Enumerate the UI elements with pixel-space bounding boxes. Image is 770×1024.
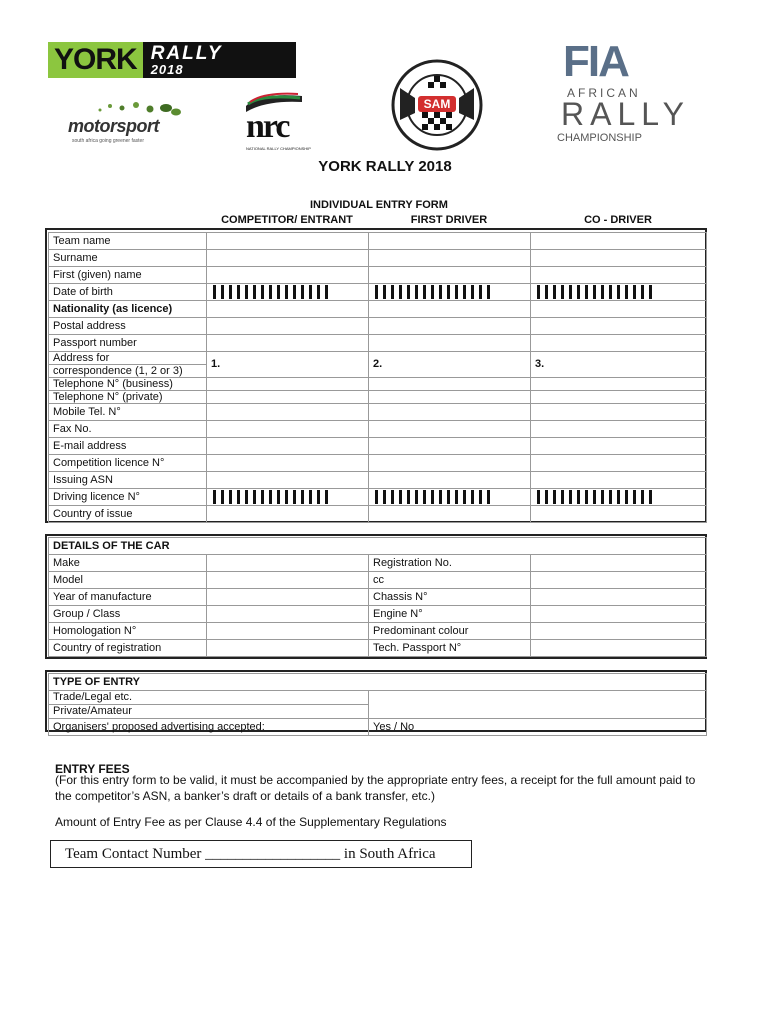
york-logo-word: YORK xyxy=(48,42,143,78)
car-field-label: Make xyxy=(49,555,207,572)
personal-details-table xyxy=(48,232,707,523)
character-box-tick xyxy=(285,285,288,299)
entry-type-label: Trade/Legal etc. xyxy=(49,691,369,705)
character-box-tick xyxy=(375,490,378,504)
co-driver-field[interactable] xyxy=(531,506,707,523)
character-box-tick xyxy=(463,490,466,504)
column-header-co-driver: CO - DRIVER xyxy=(584,214,652,226)
character-box-tick xyxy=(471,490,474,504)
first-driver-field[interactable] xyxy=(369,455,531,472)
character-box-tick xyxy=(293,490,296,504)
first-driver-field[interactable] xyxy=(369,489,531,506)
character-box-tick xyxy=(391,285,394,299)
car-field-label: Country of registration xyxy=(49,640,207,657)
car-details-table xyxy=(48,537,707,657)
advertising-label: Organisers' proposed advertising accepted: xyxy=(49,719,369,736)
co-driver-field[interactable] xyxy=(531,318,707,335)
competitor-field[interactable] xyxy=(207,378,369,391)
form-row-label: Surname xyxy=(49,250,207,267)
sam-logo-word: SAM xyxy=(423,97,451,111)
character-box-tick xyxy=(569,490,572,504)
co-driver-field[interactable] xyxy=(531,233,707,250)
character-box-tick xyxy=(553,285,556,299)
car-field-label: Tech. Passport N° xyxy=(369,640,531,657)
character-box-tick xyxy=(277,285,280,299)
character-box-tick xyxy=(261,490,264,504)
character-box-tick xyxy=(585,285,588,299)
character-box-tick xyxy=(325,285,328,299)
car-field-value[interactable] xyxy=(207,572,369,589)
car-field-value[interactable] xyxy=(207,555,369,572)
co-driver-field[interactable] xyxy=(531,301,707,318)
character-box-tick xyxy=(383,490,386,504)
fia-logo-championship: CHAMPIONSHIP xyxy=(557,132,642,144)
first-driver-field[interactable] xyxy=(369,301,531,318)
first-driver-field[interactable] xyxy=(369,335,531,352)
character-box-tick xyxy=(593,285,596,299)
co-driver-field[interactable] xyxy=(531,391,707,404)
form-row-label: Competition licence N° xyxy=(49,455,207,472)
co-driver-field[interactable] xyxy=(531,378,707,391)
fia-logo-word: FIA xyxy=(563,37,628,86)
entry-type-value-field[interactable] xyxy=(369,691,707,719)
character-box-tick xyxy=(545,285,548,299)
character-box-tick xyxy=(585,490,588,504)
competitor-field[interactable] xyxy=(207,233,369,250)
character-box-tick xyxy=(221,490,224,504)
nrc-logo-tagline: NATIONAL RALLY CHAMPIONSHIP xyxy=(246,146,311,151)
form-row-label: First (given) name xyxy=(49,267,207,284)
character-box-tick xyxy=(577,285,580,299)
character-box-tick xyxy=(253,490,256,504)
form-row-label: Nationality (as licence) xyxy=(49,301,207,318)
character-boxes[interactable] xyxy=(373,489,526,505)
rally-logo-year: 2018 xyxy=(150,62,184,77)
form-row-label: Fax No. xyxy=(49,421,207,438)
competitor-field[interactable] xyxy=(207,421,369,438)
character-box-tick xyxy=(577,490,580,504)
co-driver-field[interactable] xyxy=(531,267,707,284)
character-box-tick xyxy=(407,285,410,299)
page-title: YORK RALLY 2018 xyxy=(318,158,452,175)
character-box-tick xyxy=(293,285,296,299)
co-driver-field[interactable] xyxy=(531,250,707,267)
character-box-tick xyxy=(423,285,426,299)
first-driver-field[interactable] xyxy=(369,391,531,404)
competitor-field[interactable] xyxy=(207,489,369,506)
first-driver-field[interactable] xyxy=(369,250,531,267)
character-box-tick xyxy=(301,285,304,299)
form-row-label: Passport number xyxy=(49,335,207,352)
column-header-competitor: COMPETITOR/ ENTRANT xyxy=(221,214,353,226)
character-box-tick xyxy=(245,490,248,504)
character-box-tick xyxy=(415,285,418,299)
character-box-tick xyxy=(431,285,434,299)
character-box-tick xyxy=(391,490,394,504)
car-field-label: Chassis N° xyxy=(369,589,531,606)
car-field-label: Registration No. xyxy=(369,555,531,572)
competitor-field[interactable] xyxy=(207,318,369,335)
entry-fees-text: (For this entry form to be valid, it must be accompanied by the appropriate entry fees, a receipt for the full amount paid to the competitor’s ASN, a banker’s draft or details of a bank transfer, etc.) xyxy=(55,773,696,803)
character-box-tick xyxy=(561,285,564,299)
column-header-first-driver: FIRST DRIVER xyxy=(410,214,488,226)
character-box-tick xyxy=(253,285,256,299)
form-row-label: Mobile Tel. N° xyxy=(49,404,207,421)
entry-type-header: TYPE OF ENTRY xyxy=(49,674,707,691)
character-box-tick xyxy=(569,285,572,299)
competitor-field[interactable] xyxy=(207,391,369,404)
character-boxes[interactable] xyxy=(535,489,702,505)
character-boxes[interactable] xyxy=(373,284,526,300)
character-box-tick xyxy=(561,490,564,504)
character-boxes[interactable] xyxy=(211,489,364,505)
character-box-tick xyxy=(277,490,280,504)
competitor-field[interactable] xyxy=(207,404,369,421)
character-box-tick xyxy=(617,285,620,299)
fia-logo-african: AFRICAN xyxy=(567,86,641,100)
character-box-tick xyxy=(301,490,304,504)
first-driver-field[interactable] xyxy=(369,506,531,523)
character-box-tick xyxy=(641,285,644,299)
competitor-field[interactable] xyxy=(207,335,369,352)
first-driver-field[interactable] xyxy=(369,284,531,301)
form-row-label: Driving licence N° xyxy=(49,489,207,506)
character-box-tick xyxy=(325,490,328,504)
car-field-value[interactable] xyxy=(207,589,369,606)
nrc-logo-word: nrc xyxy=(246,108,289,145)
co-driver-field[interactable] xyxy=(531,421,707,438)
car-field-label: Predominant colour xyxy=(369,623,531,640)
nrc-logo xyxy=(240,92,310,154)
car-field-value[interactable] xyxy=(207,606,369,623)
character-box-tick xyxy=(633,490,636,504)
character-box-tick xyxy=(447,285,450,299)
character-box-tick xyxy=(407,490,410,504)
co-driver-field[interactable] xyxy=(531,335,707,352)
car-field-label: Engine N° xyxy=(369,606,531,623)
form-row-label: E-mail address xyxy=(49,438,207,455)
team-contact-number-box[interactable]: Team Contact Number __________________ in South Africa xyxy=(50,840,472,868)
car-field-label: Homologation N° xyxy=(49,623,207,640)
co-driver-field[interactable] xyxy=(531,284,707,301)
character-box-tick xyxy=(487,285,490,299)
character-box-tick xyxy=(285,490,288,504)
character-box-tick xyxy=(213,285,216,299)
form-row-label: Date of birth xyxy=(49,284,207,301)
competitor-field[interactable] xyxy=(207,472,369,489)
competitor-field[interactable] xyxy=(207,506,369,523)
motorsport-logo-tagline: south africa going greener faster xyxy=(72,138,144,144)
character-box-tick xyxy=(229,490,232,504)
sam-logo xyxy=(390,58,484,152)
advertising-value-field[interactable]: Yes / No xyxy=(369,719,707,736)
first-driver-field[interactable] xyxy=(369,438,531,455)
first-driver-field[interactable] xyxy=(369,233,531,250)
first-driver-field[interactable] xyxy=(369,472,531,489)
car-section-header: DETAILS OF THE CAR xyxy=(49,538,707,555)
competitor-field[interactable] xyxy=(207,301,369,318)
first-driver-field[interactable] xyxy=(369,378,531,391)
co-driver-field[interactable] xyxy=(531,472,707,489)
correspondence-option-1[interactable]: 1. xyxy=(207,352,369,378)
character-box-tick xyxy=(269,285,272,299)
character-box-tick xyxy=(447,490,450,504)
entry-fees-title: ENTRY FEES xyxy=(55,762,130,776)
character-box-tick xyxy=(375,285,378,299)
form-row-label: Issuing ASN xyxy=(49,472,207,489)
motorsport-sa-logo xyxy=(68,100,186,148)
car-field-label: cc xyxy=(369,572,531,589)
competitor-field[interactable] xyxy=(207,455,369,472)
character-box-tick xyxy=(213,490,216,504)
motorsport-logo-word: motorsport xyxy=(68,116,159,136)
correspondence-option-3[interactable]: 3. xyxy=(531,352,707,378)
character-box-tick xyxy=(487,490,490,504)
fia-logo-rally: RALLY xyxy=(561,96,691,132)
entry-fee-amount-text: Amount of Entry Fee as per Clause 4.4 of the Supplementary Regulations xyxy=(55,815,447,829)
character-box-tick xyxy=(625,285,628,299)
character-box-tick xyxy=(625,490,628,504)
character-box-tick xyxy=(399,490,402,504)
entry-type-table xyxy=(48,673,707,736)
car-field-value[interactable] xyxy=(207,640,369,657)
character-box-tick xyxy=(649,285,652,299)
first-driver-field[interactable] xyxy=(369,318,531,335)
car-field-value[interactable] xyxy=(531,623,707,640)
character-box-tick xyxy=(553,490,556,504)
character-box-tick xyxy=(593,490,596,504)
first-driver-field[interactable] xyxy=(369,267,531,284)
car-field-value[interactable] xyxy=(531,589,707,606)
character-box-tick xyxy=(229,285,232,299)
character-box-tick xyxy=(463,285,466,299)
form-row-label: Telephone N° (business) xyxy=(49,378,207,391)
character-box-tick xyxy=(237,490,240,504)
character-box-tick xyxy=(641,490,644,504)
form-row-label: Telephone N° (private) xyxy=(49,391,207,404)
character-box-tick xyxy=(431,490,434,504)
fia-african-rally-logo xyxy=(555,37,691,152)
character-box-tick xyxy=(633,285,636,299)
character-box-tick xyxy=(237,285,240,299)
character-box-tick xyxy=(545,490,548,504)
character-box-tick xyxy=(317,490,320,504)
character-box-tick xyxy=(455,490,458,504)
form-row-label: correspondence (1, 2 or 3) xyxy=(49,365,207,378)
character-boxes[interactable] xyxy=(535,284,702,300)
form-row-label: Address for xyxy=(49,352,207,365)
character-box-tick xyxy=(261,285,264,299)
car-field-label: Year of manufacture xyxy=(49,589,207,606)
character-box-tick xyxy=(399,285,402,299)
car-field-label: Group / Class xyxy=(49,606,207,623)
car-field-value[interactable] xyxy=(531,572,707,589)
co-driver-field[interactable] xyxy=(531,455,707,472)
character-box-tick xyxy=(317,285,320,299)
character-box-tick xyxy=(245,285,248,299)
character-box-tick xyxy=(609,285,612,299)
character-box-tick xyxy=(617,490,620,504)
car-field-value[interactable] xyxy=(531,555,707,572)
character-box-tick xyxy=(649,490,652,504)
character-box-tick xyxy=(537,285,540,299)
character-box-tick xyxy=(309,285,312,299)
first-driver-field[interactable] xyxy=(369,404,531,421)
character-box-tick xyxy=(423,490,426,504)
character-box-tick xyxy=(269,490,272,504)
co-driver-field[interactable] xyxy=(531,404,707,421)
character-box-tick xyxy=(601,490,604,504)
york-rally-logo xyxy=(48,42,296,78)
character-box-tick xyxy=(415,490,418,504)
competitor-field[interactable] xyxy=(207,267,369,284)
competitor-field[interactable] xyxy=(207,438,369,455)
character-box-tick xyxy=(609,490,612,504)
car-field-label: Model xyxy=(49,572,207,589)
character-boxes[interactable] xyxy=(211,284,364,300)
car-field-value[interactable] xyxy=(207,623,369,640)
competitor-field[interactable] xyxy=(207,284,369,301)
co-driver-field[interactable] xyxy=(531,438,707,455)
character-box-tick xyxy=(601,285,604,299)
character-box-tick xyxy=(479,285,482,299)
entry-type-label: Private/Amateur xyxy=(49,705,369,719)
form-row-label: Team name xyxy=(49,233,207,250)
character-box-tick xyxy=(537,490,540,504)
form-row-label: Country of issue xyxy=(49,506,207,523)
form-title: INDIVIDUAL ENTRY FORM xyxy=(310,199,448,211)
car-field-value[interactable] xyxy=(531,640,707,657)
character-box-tick xyxy=(383,285,386,299)
character-box-tick xyxy=(455,285,458,299)
character-box-tick xyxy=(439,490,442,504)
character-box-tick xyxy=(471,285,474,299)
competitor-field[interactable] xyxy=(207,250,369,267)
co-driver-field[interactable] xyxy=(531,489,707,506)
character-box-tick xyxy=(221,285,224,299)
car-field-value[interactable] xyxy=(531,606,707,623)
form-row-label: Postal address xyxy=(49,318,207,335)
first-driver-field[interactable] xyxy=(369,421,531,438)
rally-logo-word: RALLY xyxy=(150,43,223,64)
character-box-tick xyxy=(309,490,312,504)
character-box-tick xyxy=(439,285,442,299)
character-box-tick xyxy=(479,490,482,504)
correspondence-option-2[interactable]: 2. xyxy=(369,352,531,378)
